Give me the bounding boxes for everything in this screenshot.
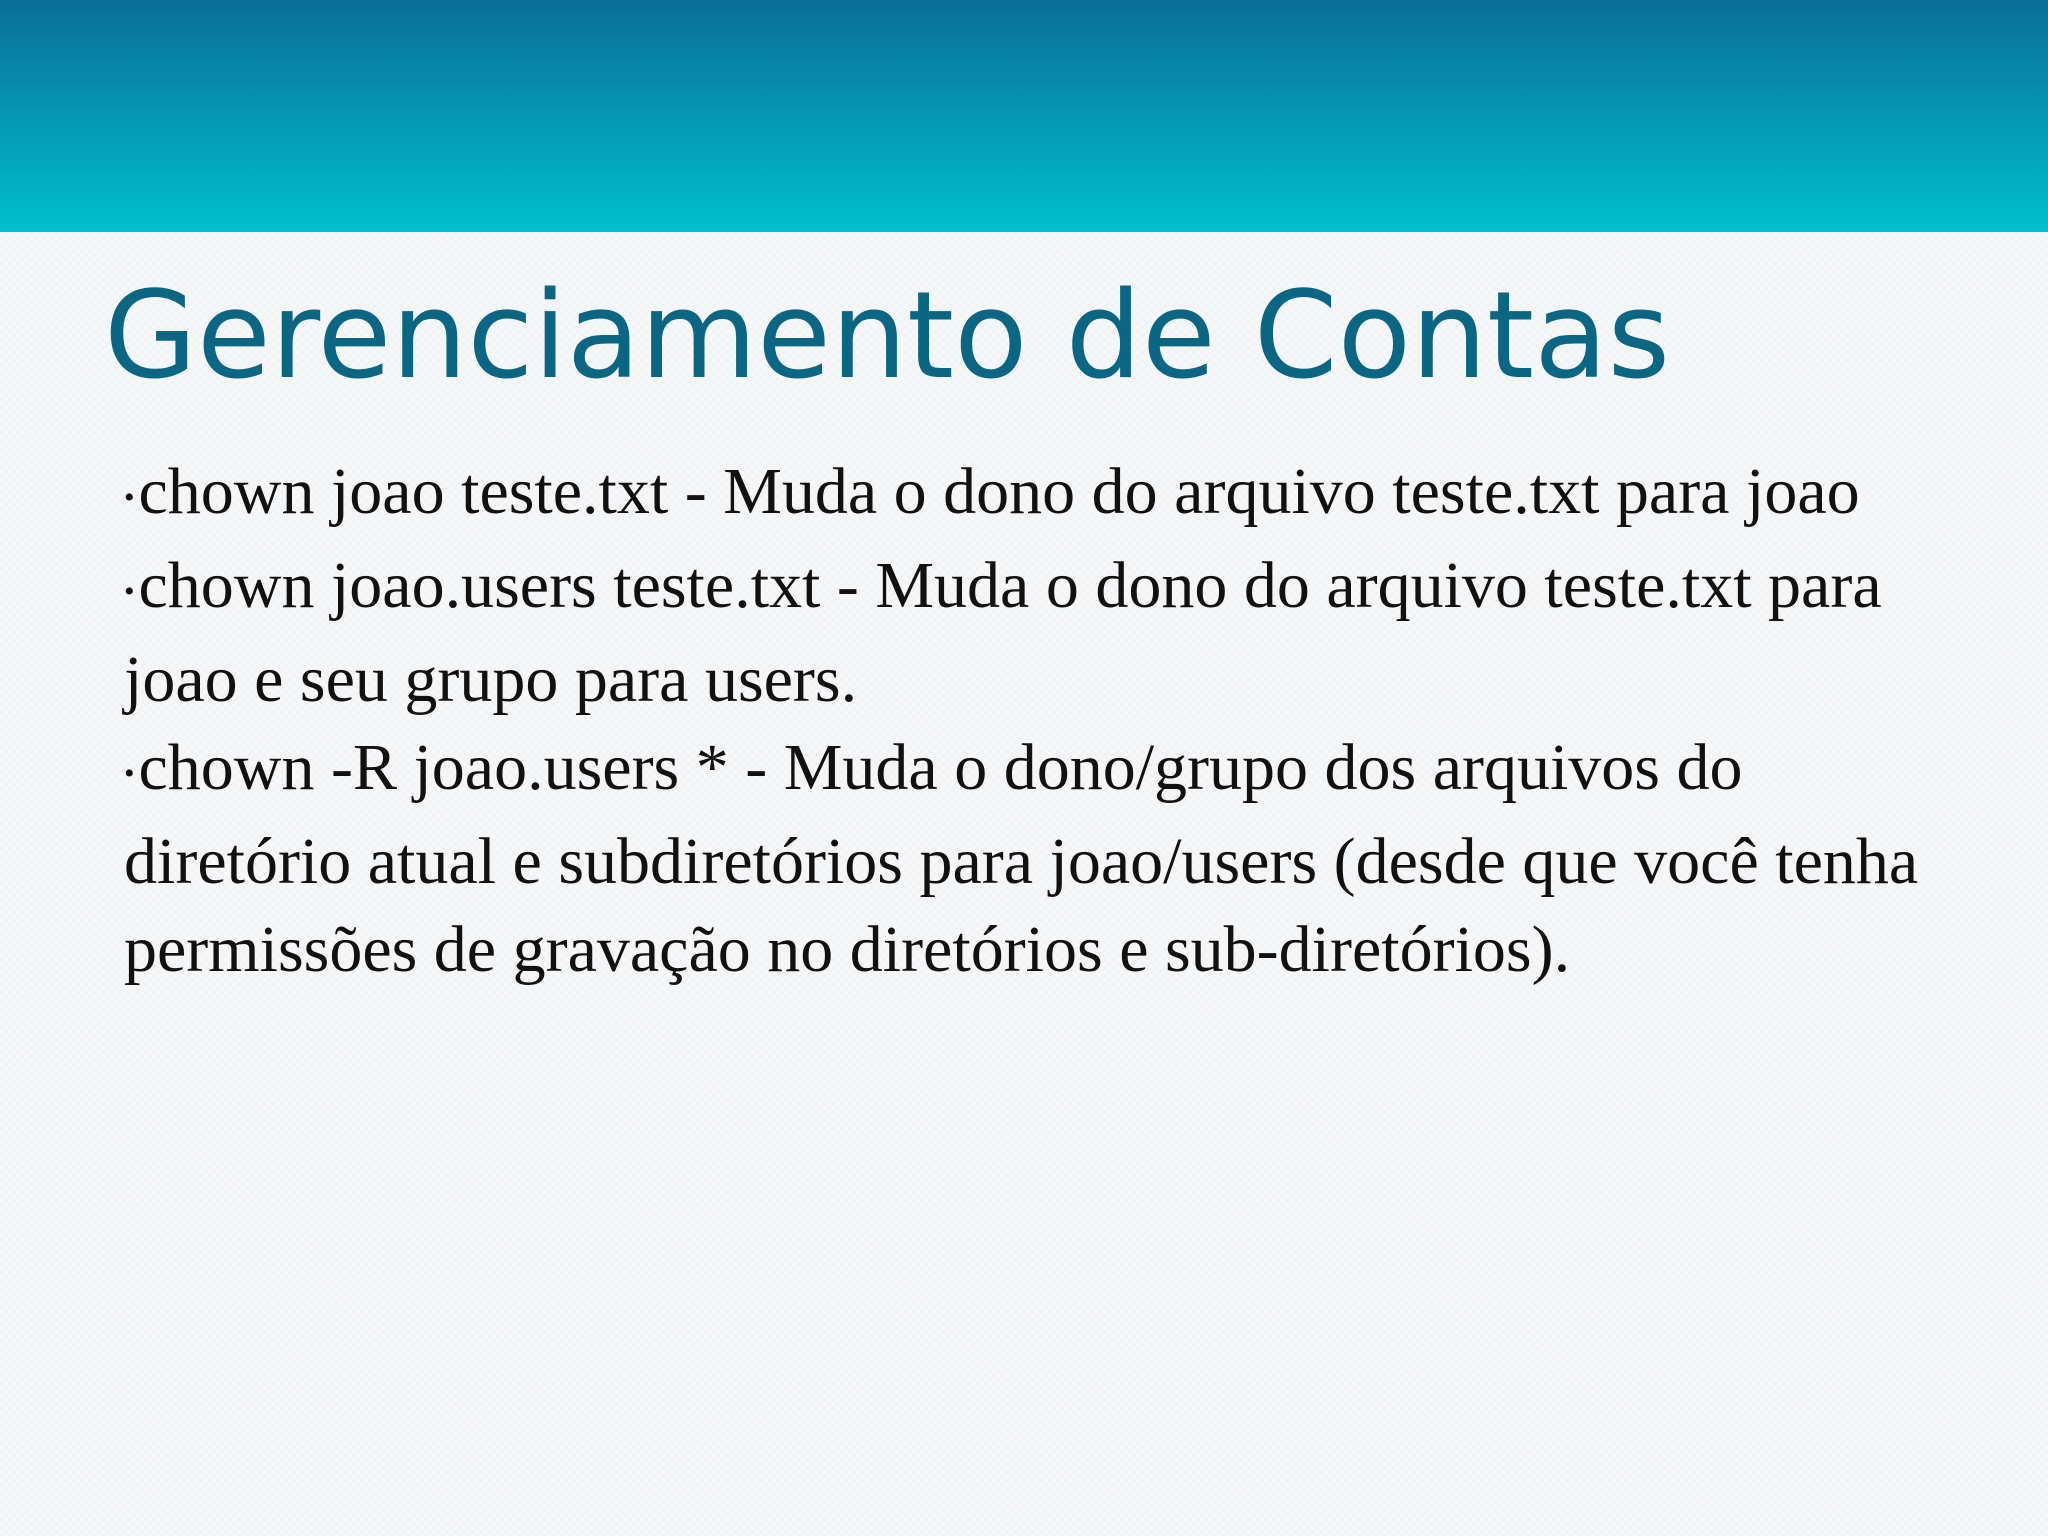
bullet-text: chown -R joao.users * - Muda o dono/grupo dos arquivos do diretório atual e subdiretórios para joao/users (desde que você tenha permissões de gravação no diretórios e sub-diretórios). — [124, 731, 1919, 986]
bullet-list — [124, 448, 1984, 994]
bullet-dot-icon: • — [124, 481, 135, 514]
bullet-text: chown joao teste.txt - Muda o dono do arquivo teste.txt para joao — [138, 455, 1860, 528]
bullet-item — [124, 542, 1984, 724]
bullet-dot-icon: • — [124, 575, 135, 608]
bullet-item — [124, 724, 1984, 994]
bullet-dot-icon: • — [124, 757, 135, 790]
bullet-text: chown joao.users teste.txt - Muda o dono do arquivo teste.txt para joao e seu grupo para users. — [124, 549, 1882, 716]
bullet-item — [124, 448, 1984, 542]
header-band — [0, 0, 2048, 232]
slide-title: Gerenciamento de Contas — [104, 267, 1671, 406]
